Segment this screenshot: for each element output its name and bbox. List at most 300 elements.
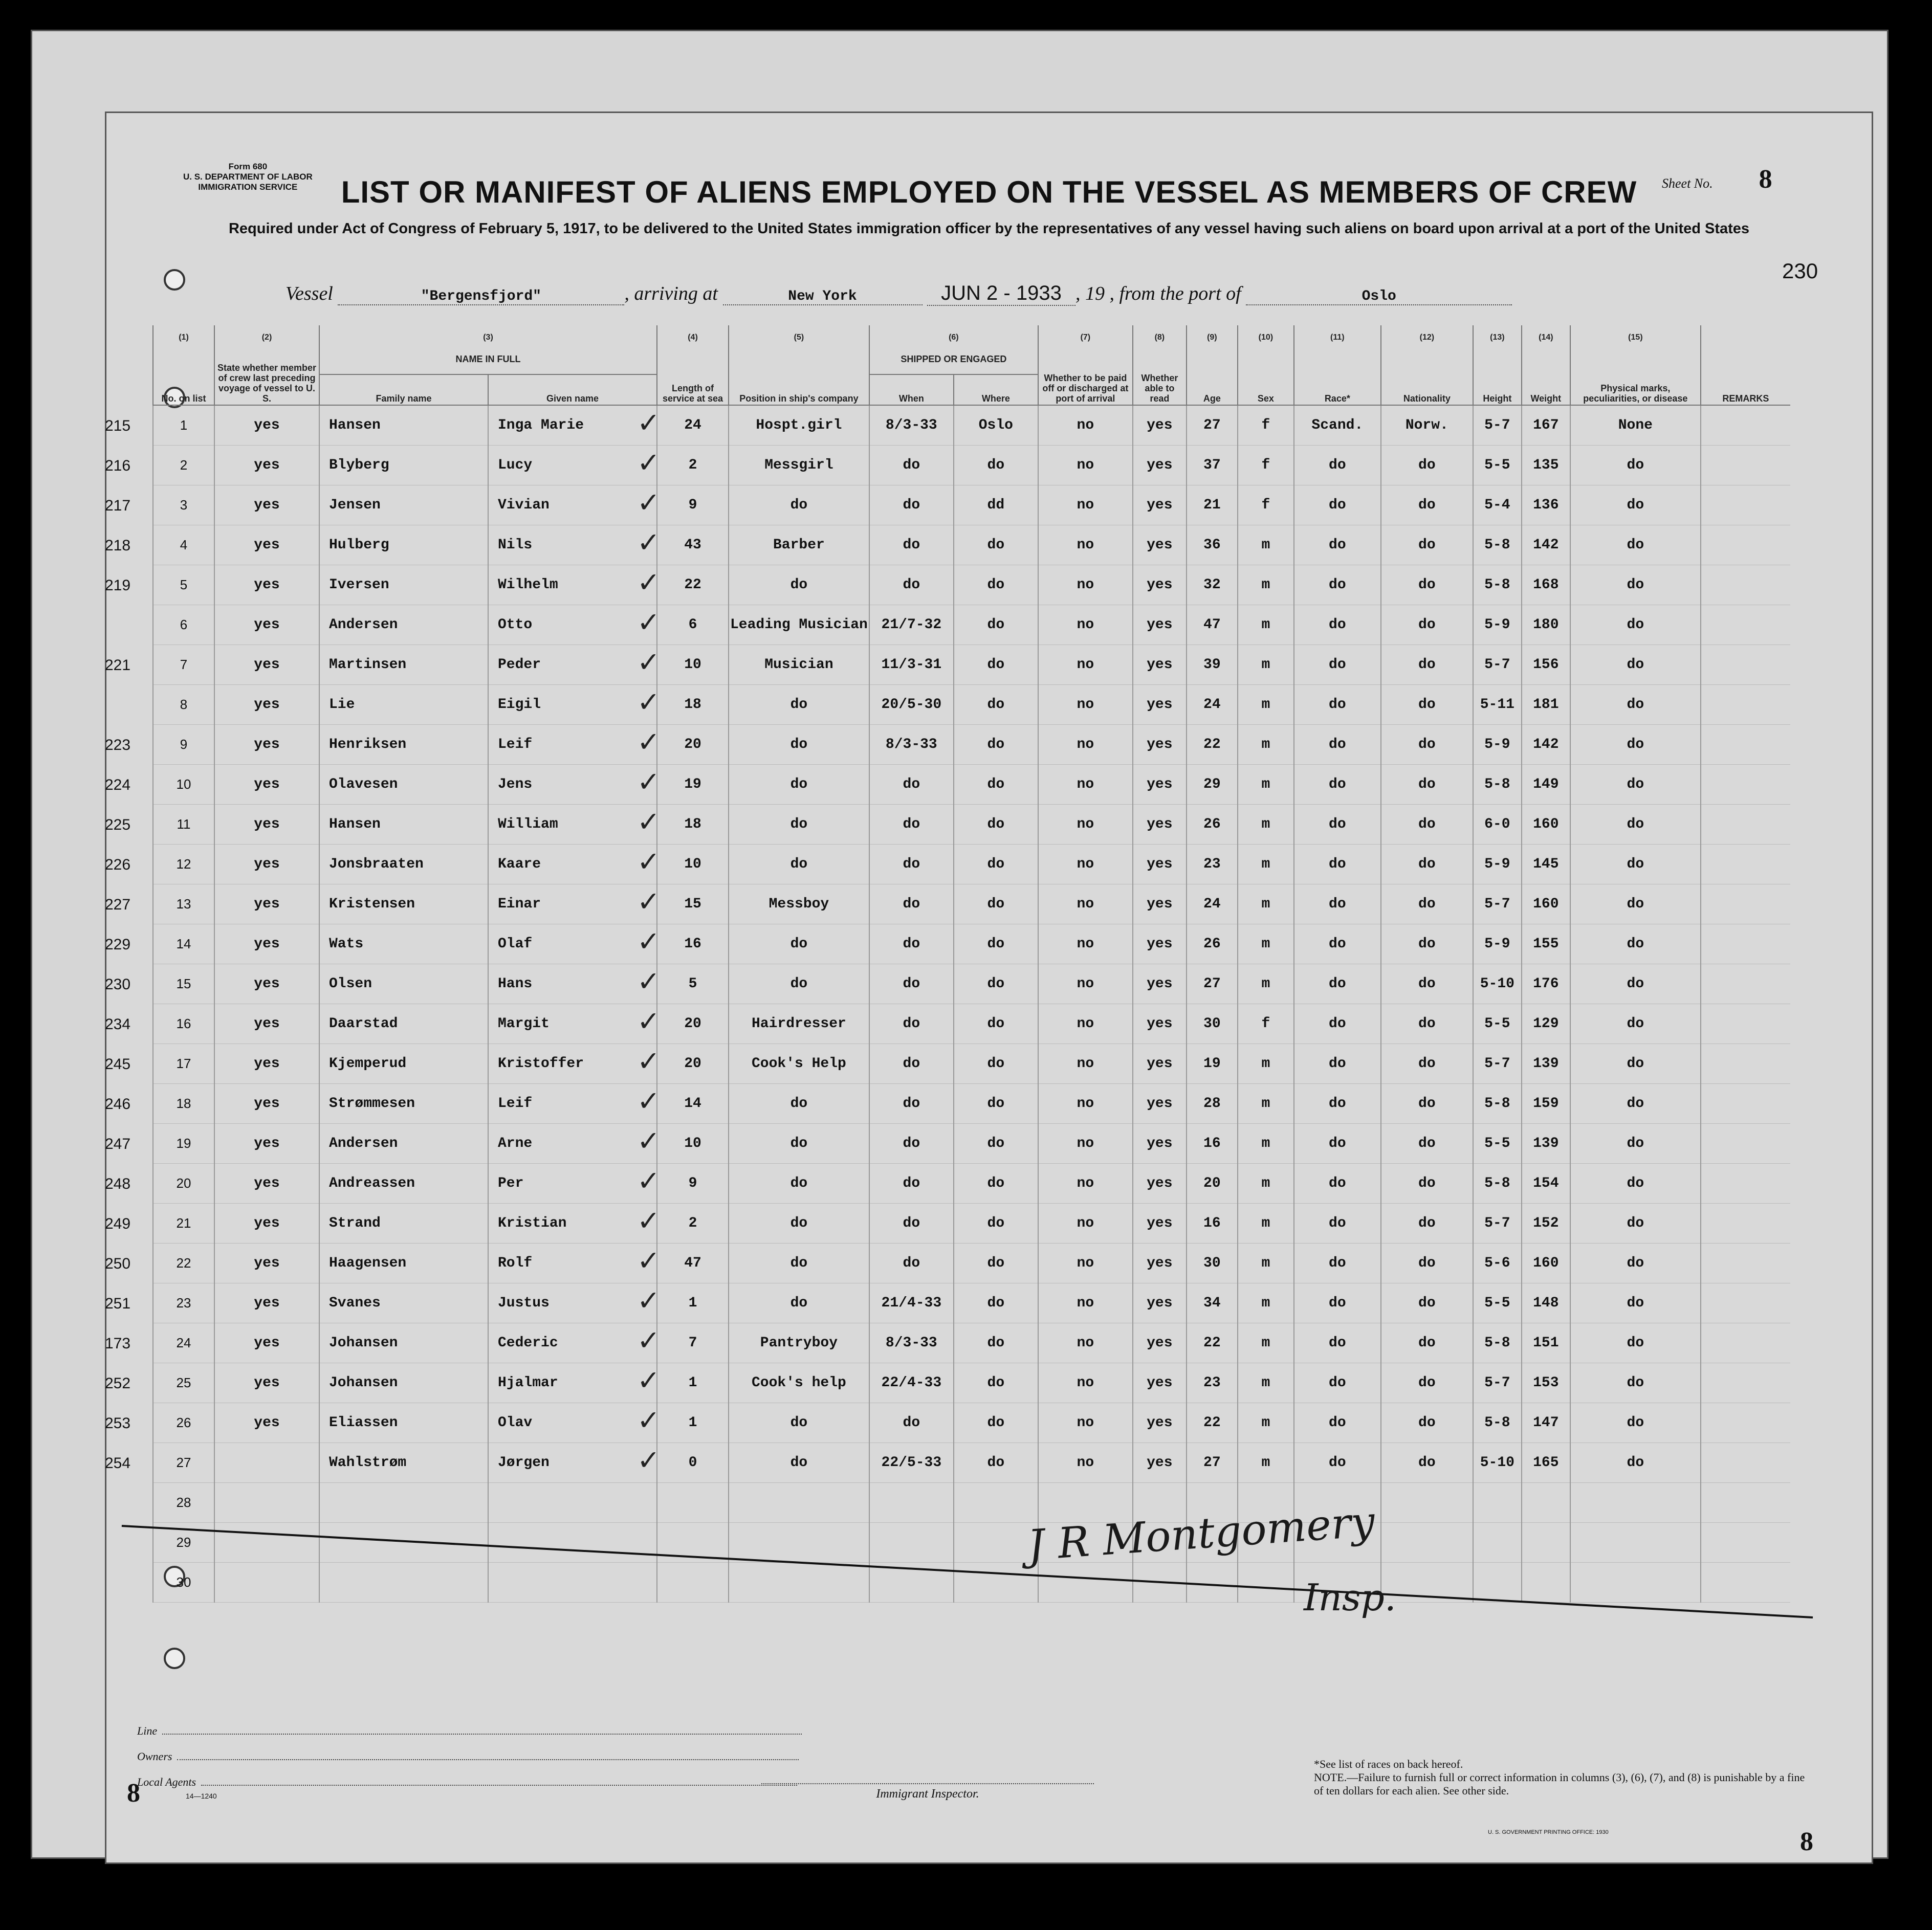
cell-nationality: do	[1381, 1323, 1473, 1363]
cell-remarks	[1701, 765, 1790, 805]
cell-able-read: yes	[1133, 565, 1187, 605]
cell-shipped-when: 22/4-33	[869, 1363, 954, 1403]
cell-able-read: yes	[1133, 964, 1187, 1004]
cell-height: 5-7	[1473, 1204, 1522, 1244]
cell-length-service: 22 ✓	[657, 565, 729, 605]
cell-paid-off: no	[1038, 1124, 1133, 1164]
checkmark-icon: ✓	[637, 846, 661, 878]
checkmark-icon: ✓	[637, 806, 661, 838]
cell-member-prior	[214, 1443, 319, 1483]
header-weight: Weight	[1522, 344, 1570, 405]
cell-physical-marks: do	[1570, 1004, 1701, 1044]
reference-number: 249	[105, 1215, 131, 1232]
cell-shipped-when: do	[869, 1044, 954, 1084]
cell-race: do	[1294, 605, 1381, 645]
cell-physical-marks: None	[1570, 405, 1701, 446]
cell-shipped-where: do	[954, 605, 1038, 645]
cell-position: Leading Musician	[729, 605, 869, 645]
checkmark-icon: ✓	[637, 646, 661, 678]
cell-age: 24	[1187, 884, 1238, 924]
cell-paid-off: no	[1038, 525, 1133, 565]
cell-age: 23	[1187, 845, 1238, 884]
cell-able-read: yes	[1133, 1084, 1187, 1124]
cell-position: do	[729, 1084, 869, 1124]
cell-paid-off: no	[1038, 645, 1133, 685]
cell-list-number: 20 248	[153, 1164, 214, 1204]
cell-age: 16	[1187, 1204, 1238, 1244]
cell-list-number: 11 225	[153, 805, 214, 845]
cell-position	[729, 1483, 869, 1523]
page-number: 230	[1782, 259, 1818, 283]
cell-paid-off: no	[1038, 964, 1133, 1004]
manifest-body	[105, 405, 1790, 1603]
cell-given-name: Hjalmar	[488, 1363, 657, 1403]
cell-length-service: 20 ✓	[657, 725, 729, 765]
cell-paid-off: no	[1038, 1164, 1133, 1204]
reference-number: 253	[105, 1415, 131, 1432]
table-row	[153, 446, 1790, 485]
cell-sex: m	[1238, 1283, 1294, 1323]
cell-shipped-where: do	[954, 1204, 1038, 1244]
cell-nationality: do	[1381, 1363, 1473, 1403]
cell-given-name: Leif	[488, 1084, 657, 1124]
table-row	[153, 1443, 1790, 1483]
cell-height: 5-7	[1473, 405, 1522, 446]
table-row	[153, 645, 1790, 685]
cell-race: do	[1294, 1044, 1381, 1084]
cell-remarks	[1701, 685, 1790, 725]
cell-shipped-where: do	[954, 1044, 1038, 1084]
cell-shipped-when: do	[869, 446, 954, 485]
cell-weight: 147	[1522, 1403, 1570, 1443]
cell-given-name: Kristoffer	[488, 1044, 657, 1084]
cell-family-name: Kjemperud	[319, 1044, 488, 1084]
cell-age: 30	[1187, 1244, 1238, 1283]
reference-number: 229	[105, 936, 131, 953]
cell-member-prior: yes	[214, 1323, 319, 1363]
cell-shipped-when: do	[869, 1124, 954, 1164]
punch-hole-icon	[164, 269, 185, 291]
cell-shipped-where: do	[954, 964, 1038, 1004]
cell-shipped-when: do	[869, 1164, 954, 1204]
cell-remarks	[1701, 1164, 1790, 1204]
table-row	[153, 685, 1790, 725]
cell-family-name: Svanes	[319, 1283, 488, 1323]
cell-shipped-when: do	[869, 924, 954, 964]
cell-race: do	[1294, 1164, 1381, 1204]
cell-shipped-when: 20/5-30	[869, 685, 954, 725]
reference-number: 215	[105, 417, 131, 434]
cell-age	[1187, 1563, 1238, 1603]
right-sheet-number: 8	[1800, 1827, 1813, 1856]
cell-physical-marks	[1570, 1523, 1701, 1563]
reference-number: 254	[105, 1455, 131, 1472]
cell-nationality: do	[1381, 1443, 1473, 1483]
left-sheet-number: 8	[127, 1779, 140, 1808]
cell-remarks	[1701, 485, 1790, 525]
table-row	[153, 1363, 1790, 1403]
cell-shipped-when: 21/7-32	[869, 605, 954, 645]
cell-length-service: 18 ✓	[657, 685, 729, 725]
cell-list-number: 28	[153, 1483, 214, 1523]
checkmark-icon: ✓	[637, 1364, 661, 1396]
cell-able-read: yes	[1133, 1443, 1187, 1483]
cell-race: do	[1294, 964, 1381, 1004]
cell-family-name: Lie	[319, 685, 488, 725]
cell-sex: m	[1238, 1244, 1294, 1283]
cell-shipped-where: do	[954, 1363, 1038, 1403]
cell-given-name: Kristian	[488, 1204, 657, 1244]
cell-able-read: yes	[1133, 1244, 1187, 1283]
cell-length-service: 1 ✓	[657, 1283, 729, 1323]
cell-position: Messgirl	[729, 446, 869, 485]
cell-shipped-when: do	[869, 964, 954, 1004]
cell-able-read: yes	[1133, 1283, 1187, 1323]
cell-height: 5-5	[1473, 1004, 1522, 1044]
col-num-7: (7)	[1038, 325, 1133, 344]
cell-family-name: Olavesen	[319, 765, 488, 805]
cell-nationality: do	[1381, 485, 1473, 525]
cell-weight: 136	[1522, 485, 1570, 525]
cell-nationality: do	[1381, 1124, 1473, 1164]
cell-able-read: yes	[1133, 1363, 1187, 1403]
cell-member-prior	[214, 1483, 319, 1523]
reference-number: 230	[105, 976, 131, 993]
reference-number: 219	[105, 577, 131, 594]
cell-paid-off: no	[1038, 685, 1133, 725]
cell-race: do	[1294, 446, 1381, 485]
cell-list-number: 15 230	[153, 964, 214, 1004]
cell-list-number: 27 254	[153, 1443, 214, 1483]
cell-able-read: yes	[1133, 1124, 1187, 1164]
cell-race: do	[1294, 645, 1381, 685]
cell-able-read: yes	[1133, 1044, 1187, 1084]
cell-shipped-when: do	[869, 525, 954, 565]
cell-shipped-where: do	[954, 446, 1038, 485]
cell-family-name: Jensen	[319, 485, 488, 525]
header-shipped-engaged: SHIPPED OR ENGAGED	[869, 344, 1038, 374]
cell-able-read: yes	[1133, 1204, 1187, 1244]
footer-note: *See list of races on back hereof. NOTE.—Failure to furnish full or correct information in columns (3), (6), (7), and (8) is punishable by a fine of ten dollars for each alien. See other side.	[1314, 1758, 1805, 1797]
cell-sex: m	[1238, 1044, 1294, 1084]
cell-paid-off: no	[1038, 405, 1133, 446]
cell-list-number: 10 224	[153, 765, 214, 805]
cell-race: do	[1294, 485, 1381, 525]
table-row	[153, 1403, 1790, 1443]
cell-weight: 168	[1522, 565, 1570, 605]
cell-weight: 154	[1522, 1164, 1570, 1204]
cell-paid-off: no	[1038, 1443, 1133, 1483]
cell-shipped-when: do	[869, 565, 954, 605]
cell-physical-marks: do	[1570, 1204, 1701, 1244]
cell-physical-marks: do	[1570, 1244, 1701, 1283]
table-row	[153, 605, 1790, 645]
cell-height: 5-9	[1473, 605, 1522, 645]
sheet-number: Sheet No. 8	[1662, 165, 1772, 194]
cell-member-prior: yes	[214, 1084, 319, 1124]
cell-physical-marks: do	[1570, 446, 1701, 485]
reference-number: 217	[105, 497, 131, 514]
cell-member-prior	[214, 1563, 319, 1603]
cell-nationality: do	[1381, 884, 1473, 924]
cell-list-number: 13 227	[153, 884, 214, 924]
cell-height: 5-7	[1473, 1363, 1522, 1403]
checkmark-icon: ✓	[637, 566, 661, 598]
cell-shipped-where: do	[954, 1323, 1038, 1363]
cell-height	[1473, 1483, 1522, 1523]
cell-shipped-where: do	[954, 924, 1038, 964]
reference-number: 216	[105, 457, 131, 474]
cell-list-number: 1 215	[153, 405, 214, 446]
cell-given-name: Jens	[488, 765, 657, 805]
cell-paid-off: no	[1038, 565, 1133, 605]
cell-member-prior: yes	[214, 1204, 319, 1244]
cell-remarks	[1701, 1283, 1790, 1323]
cell-sex: m	[1238, 525, 1294, 565]
cell-length-service: 2 ✓	[657, 446, 729, 485]
checkmark-icon: ✓	[637, 526, 661, 559]
table-row	[153, 1563, 1790, 1603]
cell-family-name: Kristensen	[319, 884, 488, 924]
cell-physical-marks: do	[1570, 565, 1701, 605]
cell-nationality: do	[1381, 1244, 1473, 1283]
cell-nationality: do	[1381, 924, 1473, 964]
cell-length-service: 9 ✓	[657, 485, 729, 525]
cell-age: 27	[1187, 964, 1238, 1004]
table-row	[153, 1483, 1790, 1523]
cell-age: 37	[1187, 446, 1238, 485]
cell-paid-off: no	[1038, 1004, 1133, 1044]
cell-remarks	[1701, 1124, 1790, 1164]
cell-list-number: 22 250	[153, 1244, 214, 1283]
checkmark-icon: ✓	[637, 447, 661, 479]
cell-age: 21	[1187, 485, 1238, 525]
cell-family-name	[319, 1483, 488, 1523]
cell-shipped-when: 22/5-33	[869, 1443, 954, 1483]
cell-length-service: 43 ✓	[657, 525, 729, 565]
cell-physical-marks: do	[1570, 1164, 1701, 1204]
col-num-9: (9)	[1187, 325, 1238, 344]
cell-given-name: Nils	[488, 525, 657, 565]
form-code: 14—1240	[186, 1792, 217, 1800]
reference-number: 248	[105, 1175, 131, 1192]
cell-age: 19	[1187, 1044, 1238, 1084]
cell-height: 5-10	[1473, 1443, 1522, 1483]
header-position: Position in ship's company	[729, 344, 869, 405]
cell-family-name: Wats	[319, 924, 488, 964]
cell-age: 22	[1187, 1403, 1238, 1443]
footer-line-field: Line	[137, 1724, 802, 1738]
cell-position: Hospt.girl	[729, 405, 869, 446]
cell-member-prior: yes	[214, 446, 319, 485]
cell-length-service: 10 ✓	[657, 1124, 729, 1164]
cell-given-name: Olav	[488, 1403, 657, 1443]
cell-nationality: do	[1381, 964, 1473, 1004]
cell-length-service: 24 ✓	[657, 405, 729, 446]
reference-number: 246	[105, 1096, 131, 1113]
cell-age: 27	[1187, 405, 1238, 446]
cell-list-number: 19 247	[153, 1124, 214, 1164]
cell-sex	[1238, 1563, 1294, 1603]
cell-nationality: do	[1381, 725, 1473, 765]
cell-given-name: Kaare	[488, 845, 657, 884]
cell-physical-marks: do	[1570, 1363, 1701, 1403]
table-row	[153, 1164, 1790, 1204]
cell-race: do	[1294, 805, 1381, 845]
table-row	[153, 805, 1790, 845]
cell-able-read: yes	[1133, 1323, 1187, 1363]
cell-nationality: do	[1381, 1164, 1473, 1204]
header-given-name: Given name	[488, 374, 657, 405]
cell-weight: 145	[1522, 845, 1570, 884]
cell-family-name: Hansen	[319, 805, 488, 845]
cell-position: do	[729, 1443, 869, 1483]
cell-remarks	[1701, 446, 1790, 485]
form-header-left: Form 680 U. S. DEPARTMENT OF LABOR IMMIGRATION SERVICE	[183, 162, 313, 192]
cell-physical-marks: do	[1570, 645, 1701, 685]
cell-position: Pantryboy	[729, 1323, 869, 1363]
cell-shipped-when: do	[869, 805, 954, 845]
cell-family-name: Johansen	[319, 1323, 488, 1363]
cell-member-prior	[214, 1523, 319, 1563]
table-row	[153, 924, 1790, 964]
cell-shipped-where: do	[954, 845, 1038, 884]
cell-paid-off: no	[1038, 1323, 1133, 1363]
cell-race: do	[1294, 884, 1381, 924]
cell-remarks	[1701, 845, 1790, 884]
cell-able-read: yes	[1133, 805, 1187, 845]
cell-length-service: 18 ✓	[657, 805, 729, 845]
cell-physical-marks: do	[1570, 1044, 1701, 1084]
cell-weight: 135	[1522, 446, 1570, 485]
cell-shipped-where: do	[954, 805, 1038, 845]
cell-shipped-where: do	[954, 1004, 1038, 1044]
cell-able-read: yes	[1133, 645, 1187, 685]
checkmark-icon: ✓	[637, 686, 661, 718]
header-no-on-list: No. on list	[153, 344, 214, 405]
cell-physical-marks: do	[1570, 1084, 1701, 1124]
cell-position: do	[729, 1164, 869, 1204]
cell-family-name: Martinsen	[319, 645, 488, 685]
cell-height: 5-7	[1473, 1044, 1522, 1084]
col-num-14: (14)	[1522, 325, 1570, 344]
cell-family-name: Hansen	[319, 405, 488, 446]
reference-number: 251	[105, 1295, 131, 1312]
cell-given-name	[488, 1523, 657, 1563]
cell-height	[1473, 1523, 1522, 1563]
cell-length-service: 20 ✓	[657, 1004, 729, 1044]
cell-given-name: Einar	[488, 884, 657, 924]
cell-nationality: do	[1381, 845, 1473, 884]
cell-weight: 160	[1522, 1244, 1570, 1283]
cell-age: 47	[1187, 605, 1238, 645]
cell-weight: 181	[1522, 685, 1570, 725]
cell-length-service: 10 ✓	[657, 645, 729, 685]
punch-hole-icon	[164, 1648, 185, 1669]
cell-position: do	[729, 1244, 869, 1283]
cell-shipped-where: do	[954, 1283, 1038, 1323]
cell-physical-marks: do	[1570, 685, 1701, 725]
cell-shipped-when: do	[869, 765, 954, 805]
cell-member-prior: yes	[214, 964, 319, 1004]
cell-shipped-where: do	[954, 1403, 1038, 1443]
cell-height: 5-5	[1473, 446, 1522, 485]
cell-able-read: yes	[1133, 405, 1187, 446]
cell-length-service: 15 ✓	[657, 884, 729, 924]
cell-sex: f	[1238, 405, 1294, 446]
cell-shipped-where	[954, 1523, 1038, 1563]
cell-given-name: Olaf	[488, 924, 657, 964]
cell-weight: 160	[1522, 884, 1570, 924]
cell-position: do	[729, 845, 869, 884]
cell-length-service	[657, 1483, 729, 1523]
cell-able-read: yes	[1133, 725, 1187, 765]
cell-age: 30	[1187, 1004, 1238, 1044]
cell-length-service: 2 ✓	[657, 1204, 729, 1244]
cell-shipped-when: do	[869, 1204, 954, 1244]
cell-race: do	[1294, 1084, 1381, 1124]
cell-paid-off: no	[1038, 924, 1133, 964]
cell-member-prior: yes	[214, 1124, 319, 1164]
cell-remarks	[1701, 884, 1790, 924]
cell-list-number: 17 245	[153, 1044, 214, 1084]
table-row	[153, 405, 1790, 446]
cell-length-service: 10 ✓	[657, 845, 729, 884]
cell-sex: m	[1238, 845, 1294, 884]
cell-member-prior: yes	[214, 805, 319, 845]
cell-weight: 139	[1522, 1044, 1570, 1084]
cell-position: do	[729, 1124, 869, 1164]
cell-race: do	[1294, 1323, 1381, 1363]
col-num-1: (1)	[153, 325, 214, 344]
cell-position: do	[729, 485, 869, 525]
cell-physical-marks	[1570, 1483, 1701, 1523]
cell-race: do	[1294, 685, 1381, 725]
cell-age: 23	[1187, 1363, 1238, 1403]
cell-length-service: 5 ✓	[657, 964, 729, 1004]
cell-shipped-where: do	[954, 1124, 1038, 1164]
table-row	[153, 1084, 1790, 1124]
cell-age: 24	[1187, 685, 1238, 725]
cell-paid-off: no	[1038, 1283, 1133, 1323]
cell-paid-off: no	[1038, 805, 1133, 845]
cell-age: 39	[1187, 645, 1238, 685]
cell-sex: m	[1238, 725, 1294, 765]
table-row	[153, 765, 1790, 805]
page-title: LIST OR MANIFEST OF ALIENS EMPLOYED ON THE VESSEL AS MEMBERS OF CREW	[341, 175, 1637, 209]
cell-family-name: Strand	[319, 1204, 488, 1244]
cell-list-number: 6	[153, 605, 214, 645]
cell-family-name: Haagensen	[319, 1244, 488, 1283]
cell-physical-marks: do	[1570, 964, 1701, 1004]
cell-race: do	[1294, 1124, 1381, 1164]
cell-height: 5-8	[1473, 1323, 1522, 1363]
cell-position: do	[729, 1283, 869, 1323]
cell-list-number: 30	[153, 1563, 214, 1603]
cell-length-service: 0 ✓	[657, 1443, 729, 1483]
table-row	[153, 884, 1790, 924]
cell-sex: m	[1238, 1443, 1294, 1483]
cell-nationality: do	[1381, 1044, 1473, 1084]
cell-position	[729, 1563, 869, 1603]
cell-able-read: yes	[1133, 1004, 1187, 1044]
cell-list-number: 7 221	[153, 645, 214, 685]
cell-nationality: do	[1381, 1283, 1473, 1323]
cell-sex: m	[1238, 1164, 1294, 1204]
cell-remarks	[1701, 525, 1790, 565]
cell-race: Scand.	[1294, 405, 1381, 446]
cell-race: do	[1294, 565, 1381, 605]
